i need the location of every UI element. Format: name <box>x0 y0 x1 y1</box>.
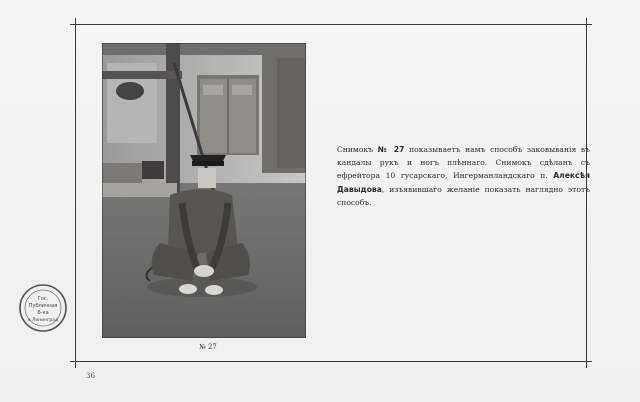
person-name: Алексѣя Давыдова <box>337 171 590 194</box>
text-part-3: , изъявившаго желаніе показать наглядно этотъ способъ. <box>337 184 590 207</box>
photograph-icon <box>102 43 306 338</box>
page-number: 36 <box>86 372 95 380</box>
figure-caption: № 27 <box>199 343 217 351</box>
figure-photograph <box>102 43 306 338</box>
svg-text:в Ленинград: в Ленинград <box>27 318 59 323</box>
library-stamp-icon <box>18 283 68 333</box>
frame-bottom-rule <box>70 361 592 362</box>
figure-description <box>337 143 590 209</box>
frame-top-rule <box>70 24 592 25</box>
svg-text:Гос.: Гос. <box>37 296 49 302</box>
svg-text:Публичная: Публичная <box>28 303 58 309</box>
frame-left-rule <box>75 18 76 368</box>
text-part-1: Снимокъ <box>337 145 378 154</box>
svg-text:Б-ка: Б-ка <box>37 310 49 316</box>
text-part-2: показываетъ намъ способъ заковыванія въ кандалы рукъ и ногъ плѣннаго. Снимокъ сдѣланъ съ ефрейтора 10 гусарскаго, Ингерманландскаго п. <box>337 145 590 181</box>
figure-reference: № 27 <box>377 145 405 154</box>
